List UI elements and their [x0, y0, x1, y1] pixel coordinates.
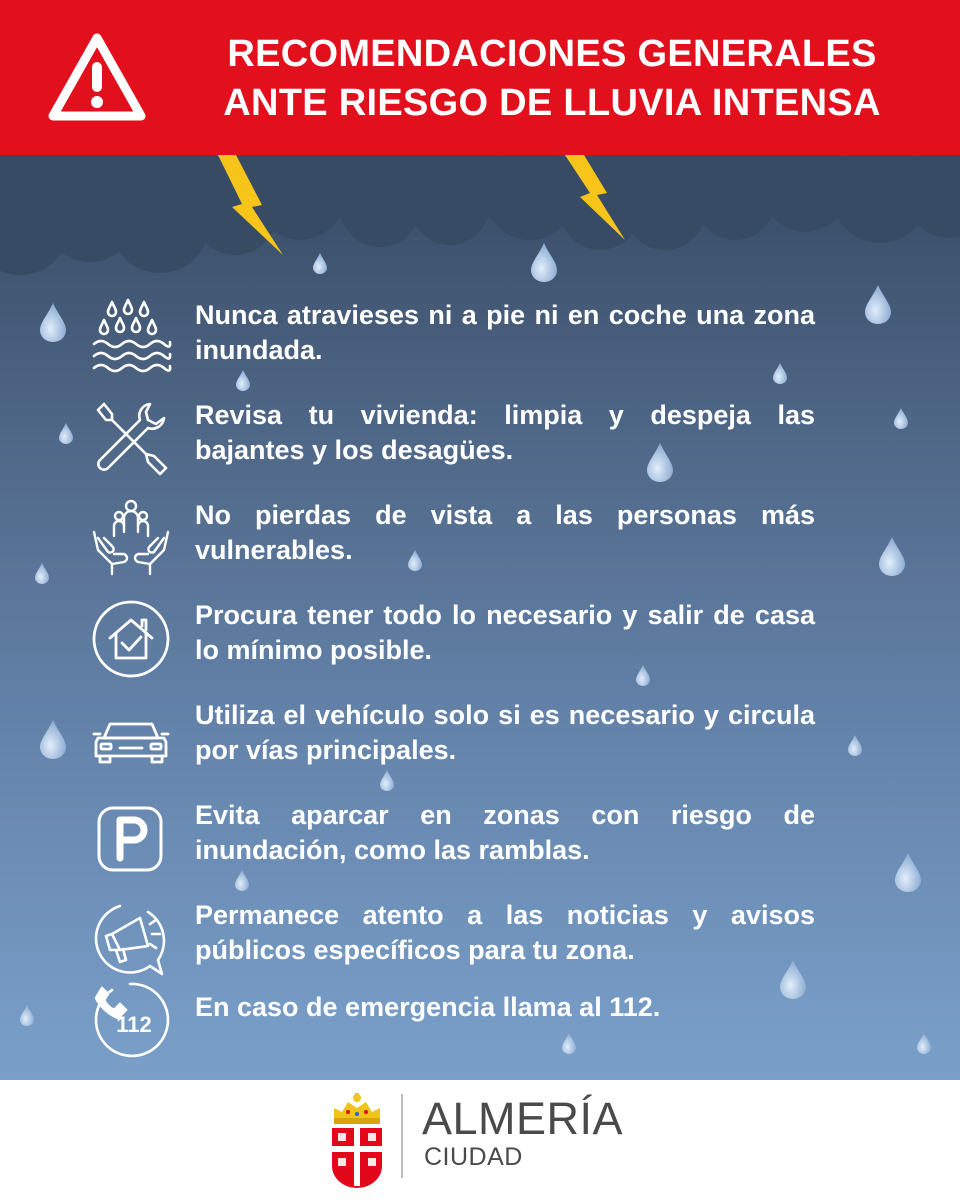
header-banner	[0, 0, 960, 155]
brand-name: ALMERÍA	[422, 1093, 624, 1144]
tip-text: No pierdas de vista a las personas más vulnerables.	[195, 500, 815, 565]
title-line-1: RECOMENDACIONES GENERALES	[227, 33, 877, 75]
brand-subtitle: CIUDAD	[424, 1143, 523, 1171]
tip-text: Nunca atravieses ni a pie ni en coche una zona inundada.	[195, 300, 815, 365]
footer	[0, 1080, 960, 1200]
megaphone-icon	[90, 898, 172, 980]
page-title	[172, 30, 932, 128]
car-icon	[90, 698, 172, 780]
tip-item-check-home	[0, 398, 960, 488]
tip-text: Utiliza el vehículo solo si es necesario y circula por vías principales.	[195, 700, 815, 765]
tip-text: Evita aparcar en zonas con riesgo de inundación, como las ramblas.	[195, 800, 815, 865]
rainy-sky-background	[0, 155, 960, 1080]
parking-icon	[90, 798, 172, 880]
tip-text: En caso de emergencia llama al 112.	[195, 992, 661, 1022]
home-check-icon	[90, 598, 172, 680]
footer-divider	[401, 1094, 403, 1178]
tip-item-parking	[0, 798, 960, 888]
tip-text: Permanece atento a las noticias y avisos públicos específicos para tu zona.	[195, 900, 815, 965]
flood-water-icon	[90, 298, 172, 380]
emergency-number-text: 112	[116, 1012, 152, 1037]
city-crest-icon	[328, 1090, 386, 1188]
tip-item-flooded-zone	[0, 298, 960, 388]
people-in-hands-icon	[90, 498, 172, 580]
tip-item-vehicle	[0, 698, 960, 788]
tools-icon	[90, 398, 172, 480]
tip-item-emergency	[0, 978, 960, 1068]
warning-triangle-icon	[46, 30, 148, 124]
tip-text: Procura tener todo lo necesario y salir de casa lo mínimo posible.	[195, 600, 815, 665]
crown-icon	[334, 1093, 380, 1124]
title-line-2: ANTE RIESGO DE LLUVIA INTENSA	[223, 82, 881, 124]
tip-item-vulnerable-people	[0, 498, 960, 588]
phone-112-icon	[90, 978, 172, 1060]
tip-text: Revisa tu vivienda: limpia y despeja las bajantes y los desagües.	[195, 400, 815, 465]
tip-item-stay-home	[0, 598, 960, 688]
tip-item-news	[0, 898, 960, 988]
clouds-front	[0, 155, 960, 275]
